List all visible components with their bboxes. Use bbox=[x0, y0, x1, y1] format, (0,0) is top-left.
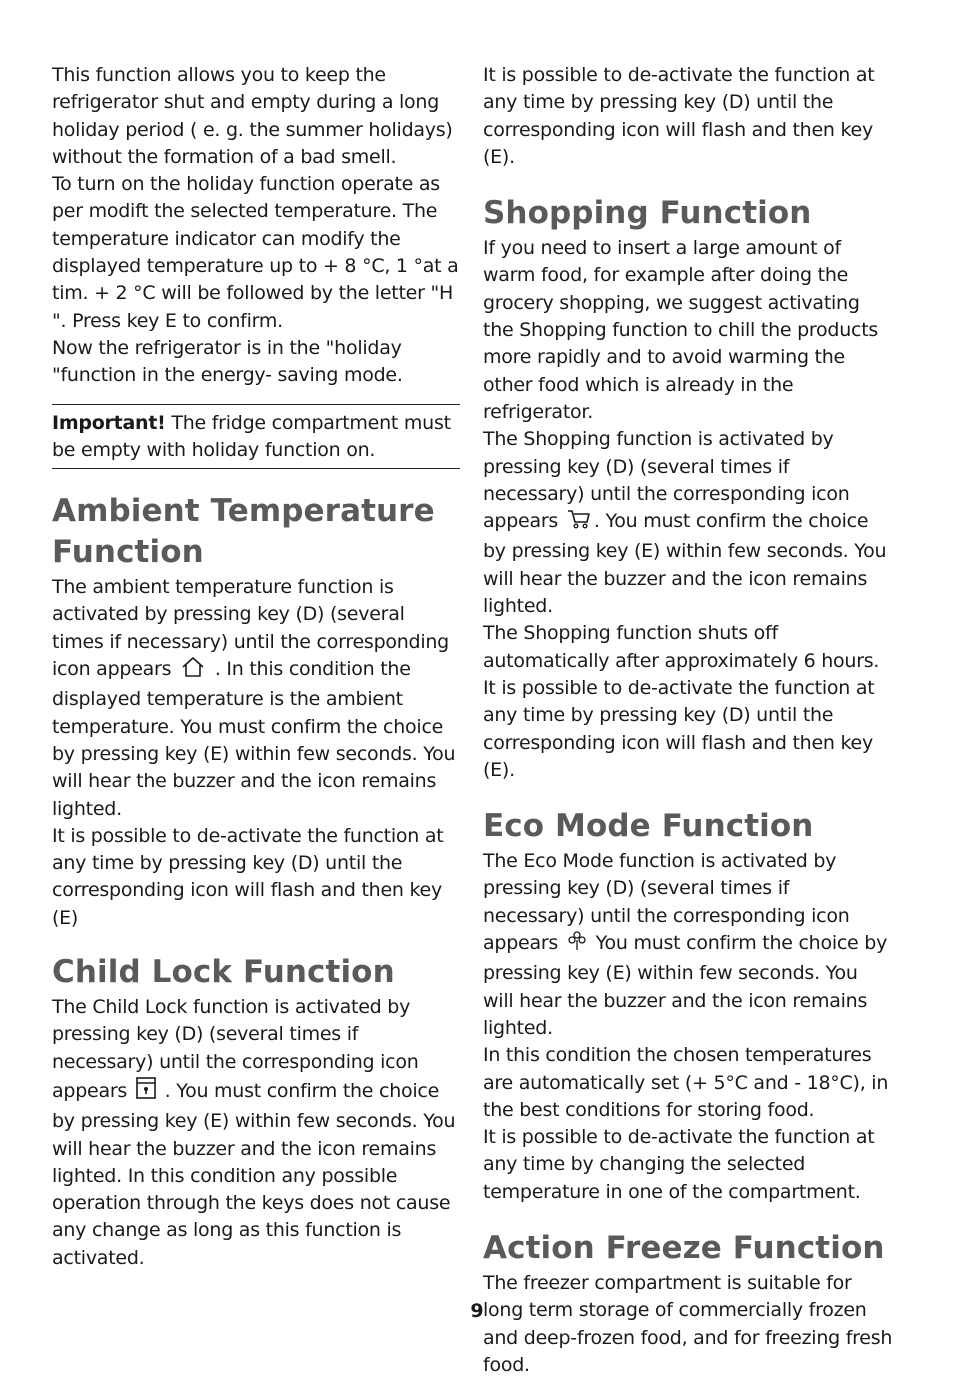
childlock-para-1: The Child Lock function is activated by pressing key (D) (several times if necessary) until the corresponding icon appears . You must confirm the choice by pressing key (E) within few seconds. You will hear the buzzer and the icon remains lighted. In this condition any possible operation through the keys does not cause any change as long as this function is activated. bbox=[52, 996, 456, 1269]
left-column bbox=[52, 62, 460, 1272]
eco-para-2: In this condition the chosen temperatures are automatically set (+ 5°C and - 18°C), in the best conditions for storing food. bbox=[483, 1044, 889, 1121]
shopping-para-2: The Shopping function is activated by pressing key (D) (several times if necessary) until the corresponding icon appears . You must confirm the choice by pressing key (E) within few seconds. You will hear the buzzer and the icon remains lighted. bbox=[483, 428, 887, 618]
right-column bbox=[483, 62, 893, 1379]
eco-para-3: It is possible to de-activate the function at any time by changing the selected temperature in one of the compartment. bbox=[483, 1126, 875, 1203]
right-intro: It is possible to de-activate the function at any time by pressing key (D) until the corresponding icon will flash and then key (E). bbox=[483, 64, 875, 168]
freeze-title: Action Freeze Function bbox=[483, 1229, 885, 1266]
eco-para-1: The Eco Mode function is activated by pressing key (D) (several times if necessary) until the corresponding icon appears You must confirm the choice by pressing key (E) within few seconds. You will hear the buzzer and the icon remains lighted. bbox=[483, 850, 888, 1039]
shopping-cart-icon bbox=[566, 508, 592, 538]
lock-icon bbox=[135, 1076, 157, 1108]
ambient-title: Ambient Temperature Function bbox=[52, 493, 435, 571]
important-label: Important! bbox=[52, 411, 166, 434]
freeze-para-1: The freezer compartment is suitable for long term storage of commercially frozen and deep-frozen food, and for freezing fresh food. bbox=[483, 1271, 893, 1376]
eco-title: Eco Mode Function bbox=[483, 808, 814, 845]
childlock-title: Child Lock Function bbox=[52, 954, 395, 991]
page-number: 9 bbox=[470, 1300, 484, 1322]
shopping-title: Shopping Function bbox=[483, 195, 812, 232]
holiday-para-1: This function allows you to keep the refrigerator shut and empty during a long holiday period ( e. g. the summer holidays) without the formation of a bad smell. bbox=[52, 64, 453, 168]
important-note bbox=[52, 404, 460, 470]
shopping-para-1: If you need to insert a large amount of warm food, for example after doing the grocery shopping, we suggest activating the Shopping function to chill the products more rapidly and to avoid warming the other food which is already in the refrigerator. bbox=[483, 237, 879, 423]
ambient-para-2: It is possible to de-activate the function at any time by pressing key (D) until the corresponding icon will flash and then key (E) bbox=[52, 824, 444, 929]
home-icon bbox=[179, 656, 207, 686]
important-text: The fridge compartment must be empty with holiday function on. bbox=[52, 411, 451, 461]
ambient-para-1: The ambient temperature function is activated by pressing key (D) (several times if necessary) until the corresponding icon appears . In this condition the displayed temperature is the ambient temperature. You must confirm the choice by pressing key (E) within few seconds. You will hear the buzzer and the icon remains lighted. bbox=[52, 576, 456, 820]
holiday-para-2: To turn on the holiday function operate as per modift the selected temperature. The temperature indicator can modify the displayed temperature up to + 8 °C, 1 °at a tim. + 2 °C will be followed by the letter "H ". Press key E to confirm. bbox=[52, 173, 459, 332]
holiday-para-3: Now the refrigerator is in the "holiday "function in the energy- saving mode. bbox=[52, 336, 403, 387]
eco-leaf-icon bbox=[566, 930, 588, 960]
shopping-para-3: The Shopping function shuts off automatically after approximately 6 hours. It is possible to de-activate the function at any time by pressing key (D) until the corresponding icon will flash and then key (E). bbox=[483, 622, 880, 781]
